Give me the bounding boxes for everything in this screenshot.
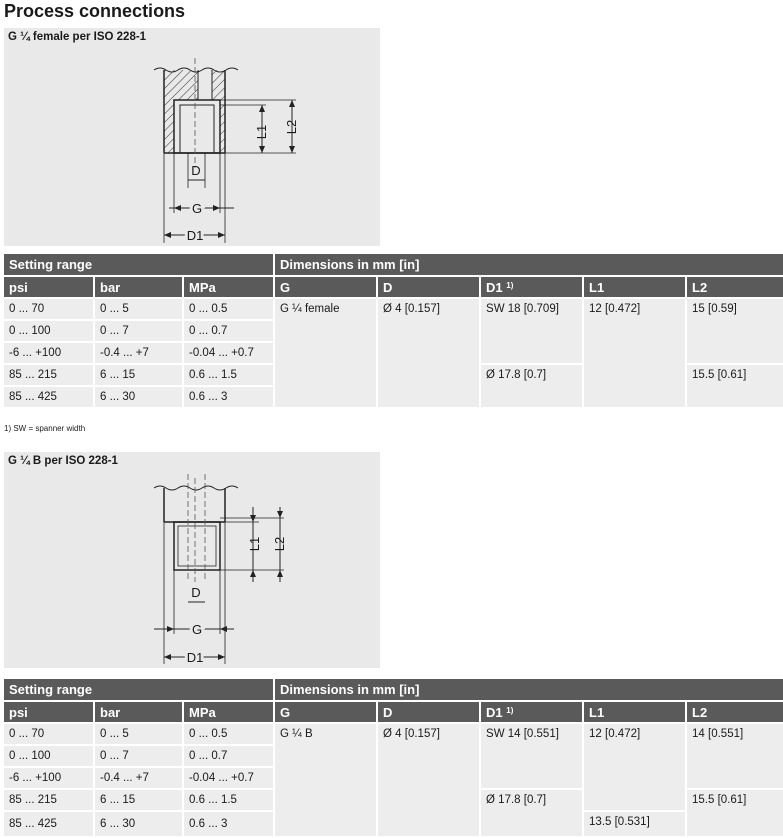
- table-row: 85 ... 425 6 ... 30 0.6 ... 3: [4, 387, 783, 407]
- female-thread-spec-table: [2, 252, 783, 409]
- l2-label: L2: [284, 119, 299, 135]
- d1-value: SW 14 [0.551]: [481, 724, 582, 788]
- male-thread-drawing-panel: [4, 452, 380, 668]
- l1-value: 13.5 [0.531]: [584, 812, 685, 836]
- l1-value: 12 [0.472]: [584, 724, 685, 810]
- table-row: 85 ... 215 6 ... 15 0.6 ... 1.5 Ø 17.8 [0.7] 15.5 [0.61]: [4, 365, 783, 385]
- l1-header: L1: [584, 277, 685, 297]
- d1-value: Ø 17.8 [0.7]: [481, 365, 582, 407]
- bar-header: bar: [95, 702, 182, 722]
- bar-header: bar: [95, 277, 182, 297]
- l2-value: 15 [0.59]: [687, 299, 783, 363]
- footnote: 1) SW = spanner width: [4, 424, 86, 433]
- l2-value: 14 [0.551]: [687, 724, 783, 788]
- page-title: Process connections: [4, 1, 186, 21]
- l2-value: 15.5 [0.61]: [687, 365, 783, 407]
- g-header: G: [275, 702, 376, 722]
- g-value: G ¼ female: [275, 299, 376, 407]
- dimensions-header: Dimensions in mm [in]: [275, 254, 783, 275]
- setting-range-header: Setting range: [4, 254, 273, 275]
- table-row: 85 ... 425 6 ... 30 0.6 ... 3 13.5 [0.531]: [4, 812, 783, 836]
- d1-label: D1: [186, 228, 204, 243]
- table-row: 0 ... 70 0 ... 5 0 ... 0.5 G ¼ female Ø 4 [0.157] SW 18 [0.709] 12 [0.472] 15 [0.59]: [4, 299, 783, 319]
- table-row: -6 ... +100 -0.4 ... +7 -0.04 ... +0.7: [4, 343, 783, 363]
- d-header: D: [378, 702, 479, 722]
- female-thread-panel-title: G ¼ female per ISO 228-1: [8, 31, 147, 43]
- d1-header: D1 $^{1)}$: [481, 277, 582, 297]
- mpa-header: MPa: [184, 277, 273, 297]
- d-header: D: [378, 277, 479, 297]
- d1-value: Ø 17.8 [0.7]: [481, 790, 582, 836]
- table-row: 0 ... 100 0 ... 7 0 ... 0.7: [4, 746, 783, 766]
- d-value: Ø 4 [0.157]: [378, 724, 479, 836]
- g-label: G: [191, 622, 203, 637]
- g-value: G ¼ B: [275, 724, 376, 836]
- l1-header: L1: [584, 702, 685, 722]
- setting-range-header: Setting range: [4, 679, 273, 700]
- d1-label: D1: [186, 650, 204, 665]
- female-thread-drawing-panel: [4, 28, 380, 246]
- l1-label: L1: [254, 124, 269, 140]
- d1-header: D1 $^{1)}$: [481, 702, 582, 722]
- l2-header: L2: [687, 277, 783, 297]
- l2-label: L2: [272, 536, 287, 552]
- d1-value: SW 18 [0.709]: [481, 299, 582, 363]
- female-thread-drawing: [4, 28, 380, 246]
- table-row: 0 ... 100 0 ... 7 0 ... 0.7: [4, 321, 783, 341]
- l1-value: 12 [0.472]: [584, 299, 685, 407]
- l2-header: L2: [687, 702, 783, 722]
- l2-value: 15.5 [0.61]: [687, 790, 783, 836]
- l1-label: L1: [247, 536, 262, 552]
- psi-header: psi: [4, 702, 93, 722]
- table-row: 85 ... 215 6 ... 15 0.6 ... 1.5 Ø 17.8 [0.7] 15.5 [0.61]: [4, 790, 783, 810]
- table-row: 0 ... 70 0 ... 5 0 ... 0.5 G ¼ B Ø 4 [0.157] SW 14 [0.551] 12 [0.472] 14 [0.551]: [4, 724, 783, 744]
- g-header: G: [275, 277, 376, 297]
- male-thread-drawing: [4, 452, 380, 668]
- dimensions-header: Dimensions in mm [in]: [275, 679, 783, 700]
- g-label: G: [191, 201, 203, 216]
- male-thread-spec-table: [2, 677, 783, 838]
- male-thread-panel-title: G ¼ B per ISO 228-1: [8, 455, 118, 467]
- psi-header: psi: [4, 277, 93, 297]
- d-value: Ø 4 [0.157]: [378, 299, 479, 407]
- d-label: D: [191, 163, 201, 178]
- table-row: -6 ... +100 -0.4 ... +7 -0.04 ... +0.7: [4, 768, 783, 788]
- mpa-header: MPa: [184, 702, 273, 722]
- d-label: D: [191, 585, 201, 600]
